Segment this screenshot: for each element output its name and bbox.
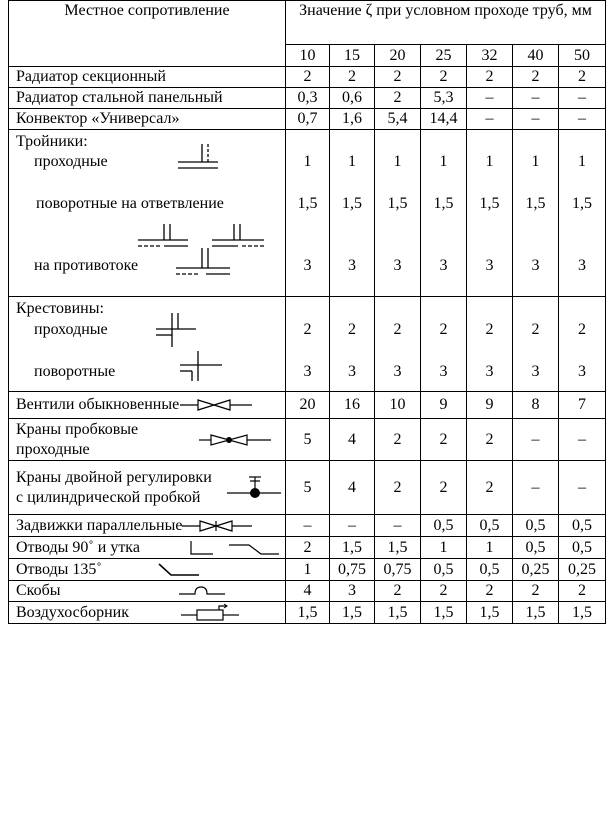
row-label: проходные xyxy=(16,440,90,458)
cell xyxy=(467,130,513,297)
table-row xyxy=(9,88,606,109)
resistance-table xyxy=(8,0,606,624)
row-label: Краны двойной регулировки xyxy=(16,468,212,486)
cell: 1 xyxy=(421,537,467,559)
header-resistance: Местное сопротивление xyxy=(9,1,286,67)
diameter-32: 32 xyxy=(467,45,513,67)
cell xyxy=(559,130,606,297)
plug-cock-icon xyxy=(199,433,273,447)
cell: 1,5 xyxy=(513,602,559,624)
cell-value: 1,5 xyxy=(433,195,454,212)
table-row xyxy=(9,109,606,130)
cell: 5,4 xyxy=(375,109,421,130)
cell: – xyxy=(330,515,375,537)
tee-branch-icon xyxy=(130,222,270,248)
row-label: Конвектор «Универсал» xyxy=(9,109,286,130)
gate-valve-icon xyxy=(182,519,254,533)
row-label: Радиатор стальной панельный xyxy=(9,88,286,109)
cell-value: 2 xyxy=(439,321,448,338)
cell: 2 xyxy=(467,581,513,602)
cell: – xyxy=(513,109,559,130)
cell-value: 1,5 xyxy=(479,195,500,212)
cell: – xyxy=(467,109,513,130)
cell: – xyxy=(559,109,606,130)
cell: 0,75 xyxy=(330,559,375,581)
table-row xyxy=(9,515,606,537)
cell-value: 3 xyxy=(485,257,494,274)
table-row xyxy=(9,461,606,515)
plug-cocks-cell xyxy=(9,419,286,461)
cell-value: 2 xyxy=(303,321,312,338)
row-label: на противотоке xyxy=(34,257,139,274)
cell: 1,5 xyxy=(467,602,513,624)
row-label: Воздухосборник xyxy=(16,603,129,621)
cell: – xyxy=(513,419,559,461)
air-collector-cell xyxy=(9,602,286,624)
table-row xyxy=(9,130,606,297)
tee-through-icon xyxy=(174,144,224,182)
cell: 1,5 xyxy=(375,537,421,559)
cell: 0,6 xyxy=(330,88,375,109)
crosses-cell xyxy=(9,297,286,392)
cell: 2 xyxy=(286,537,330,559)
table-row xyxy=(9,537,606,559)
diameter-25: 25 xyxy=(421,45,467,67)
cell: 2 xyxy=(513,581,559,602)
cell: 0,3 xyxy=(286,88,330,109)
air-collector-icon xyxy=(181,603,241,623)
row-label: Радиатор секционный xyxy=(9,67,286,88)
cell: 0,5 xyxy=(513,537,559,559)
cell: 2 xyxy=(421,461,467,515)
cell: – xyxy=(467,88,513,109)
double-reg-cell xyxy=(9,461,286,515)
cell: – xyxy=(513,461,559,515)
cell: 2 xyxy=(513,67,559,88)
cell xyxy=(467,297,513,392)
cell: – xyxy=(513,88,559,109)
cell xyxy=(421,297,467,392)
cell: 2 xyxy=(330,67,375,88)
cell: 0,75 xyxy=(375,559,421,581)
cell: 14,4 xyxy=(421,109,467,130)
cell: 0,5 xyxy=(421,559,467,581)
cell: – xyxy=(286,515,330,537)
cell: 0,5 xyxy=(421,515,467,537)
cell-value: 1 xyxy=(348,153,356,170)
cell-value: 3 xyxy=(393,363,402,380)
cell xyxy=(286,297,330,392)
cell: 1,5 xyxy=(330,537,375,559)
cell-value: 2 xyxy=(531,321,540,338)
cell-value: 2 xyxy=(393,321,402,338)
cell: 1,5 xyxy=(286,602,330,624)
cell-value: 1,5 xyxy=(572,195,592,212)
cell: 1,5 xyxy=(421,602,467,624)
cell: 10 xyxy=(375,392,421,419)
cell: 5,3 xyxy=(421,88,467,109)
cell-value: 3 xyxy=(348,257,356,274)
cell: 0,5 xyxy=(559,537,606,559)
tee-counter-icon xyxy=(172,246,236,280)
header-zeta: Значение ζ при условном проходе труб, мм xyxy=(286,1,606,45)
cell: – xyxy=(559,88,606,109)
cell: 4 xyxy=(330,419,375,461)
row-label: Отводы 135˚ xyxy=(16,560,102,578)
cell-value: 3 xyxy=(439,363,448,380)
cell: 5 xyxy=(286,461,330,515)
cell-value: 3 xyxy=(578,257,586,274)
cell-value: 1 xyxy=(531,153,540,170)
cell: 2 xyxy=(421,581,467,602)
table-row xyxy=(9,67,606,88)
cell-value: 3 xyxy=(531,257,540,274)
cell: 0,25 xyxy=(559,559,606,581)
cell: – xyxy=(559,419,606,461)
cell: 1 xyxy=(286,559,330,581)
clamps-cell xyxy=(9,581,286,602)
cell: 1,6 xyxy=(330,109,375,130)
cell: 1,5 xyxy=(559,602,606,624)
diameter-40: 40 xyxy=(513,45,559,67)
row-label: поворотные на ответвление xyxy=(36,195,224,212)
bend90-icon xyxy=(187,539,283,557)
cell xyxy=(330,130,375,297)
cell: 4 xyxy=(330,461,375,515)
cell: 4 xyxy=(286,581,330,602)
cell-value: 1 xyxy=(439,153,448,170)
table-row xyxy=(9,392,606,419)
cell-value: 1,5 xyxy=(387,195,408,212)
cell: 2 xyxy=(559,581,606,602)
cell: 2 xyxy=(421,419,467,461)
cell: 0,5 xyxy=(467,559,513,581)
row-label: Задвижки параллельные xyxy=(16,516,183,534)
cell-value: 3 xyxy=(531,363,540,380)
cell-value: 2 xyxy=(578,321,586,338)
table-row xyxy=(9,297,606,392)
gate-valves-cell xyxy=(9,515,286,537)
cell-value: 3 xyxy=(348,363,356,380)
cell xyxy=(513,297,559,392)
cell xyxy=(375,297,421,392)
table-row xyxy=(9,419,606,461)
cell: 1,5 xyxy=(375,602,421,624)
cell: 0,7 xyxy=(286,109,330,130)
cell: 5 xyxy=(286,419,330,461)
cell-value: 3 xyxy=(303,257,312,274)
cell: 0,5 xyxy=(513,515,559,537)
valves-cell xyxy=(9,392,286,419)
cell-value: 3 xyxy=(393,257,402,274)
row-label: проходные xyxy=(34,321,108,338)
double-reg-valve-icon xyxy=(227,473,283,503)
cell: 2 xyxy=(375,67,421,88)
valve-icon xyxy=(180,398,254,412)
cell: 9 xyxy=(467,392,513,419)
cell: 0,25 xyxy=(513,559,559,581)
cell: 3 xyxy=(330,581,375,602)
cell: 2 xyxy=(286,67,330,88)
cell: 2 xyxy=(467,461,513,515)
cell: 2 xyxy=(467,419,513,461)
bends135-cell xyxy=(9,559,286,581)
bend135-icon xyxy=(155,561,205,579)
cell xyxy=(421,130,467,297)
cell-value: 3 xyxy=(439,257,448,274)
cross-turn-icon xyxy=(176,349,226,385)
cell: 20 xyxy=(286,392,330,419)
cell: 1,5 xyxy=(330,602,375,624)
cell: 2 xyxy=(375,88,421,109)
cell-value: 3 xyxy=(485,363,494,380)
cell: 2 xyxy=(467,67,513,88)
cell: 16 xyxy=(330,392,375,419)
diameter-10: 10 xyxy=(286,45,330,67)
cell: 9 xyxy=(421,392,467,419)
cell: 1 xyxy=(467,537,513,559)
tees-cell xyxy=(9,130,286,297)
cell: – xyxy=(375,515,421,537)
cell: – xyxy=(559,461,606,515)
cell-value: 1 xyxy=(578,153,586,170)
cell-value: 1 xyxy=(303,153,312,170)
cell: 2 xyxy=(559,67,606,88)
row-label: Краны пробковые xyxy=(16,420,139,438)
row-label: с цилиндрической пробкой xyxy=(16,488,201,506)
cell: 8 xyxy=(513,392,559,419)
cell-value: 3 xyxy=(578,363,586,380)
diameter-50: 50 xyxy=(559,45,606,67)
table-row xyxy=(9,581,606,602)
cell: 7 xyxy=(559,392,606,419)
cell: 2 xyxy=(421,67,467,88)
row-label: Скобы xyxy=(16,582,61,599)
cross-through-icon xyxy=(150,311,202,349)
table-row xyxy=(9,559,606,581)
cell: 0,5 xyxy=(559,515,606,537)
row-label: проходные xyxy=(34,153,108,170)
cell xyxy=(330,297,375,392)
cell-value: 1,5 xyxy=(342,195,362,212)
row-label: Вентили обыкновенные xyxy=(16,396,180,413)
row-label: поворотные xyxy=(34,363,116,380)
diameter-15: 15 xyxy=(330,45,375,67)
cell-value: 1 xyxy=(485,153,494,170)
cell: 2 xyxy=(375,461,421,515)
row-label: Крестовины: xyxy=(16,300,104,317)
cell-value: 1,5 xyxy=(525,195,546,212)
cell: 0,5 xyxy=(467,515,513,537)
bends90-cell xyxy=(9,537,286,559)
cell-value: 1 xyxy=(393,153,402,170)
cell-value: 1,5 xyxy=(297,195,318,212)
table-row xyxy=(9,602,606,624)
row-label: Отводы 90˚ и утка xyxy=(16,538,140,556)
cell xyxy=(286,130,330,297)
cell-value: 3 xyxy=(303,363,312,380)
row-label: Тройники: xyxy=(16,133,88,150)
cell-value: 2 xyxy=(348,321,356,338)
cell-value: 2 xyxy=(485,321,494,338)
cell: 2 xyxy=(375,419,421,461)
clamp-icon xyxy=(177,583,229,599)
cell xyxy=(559,297,606,392)
diameter-20: 20 xyxy=(375,45,421,67)
cell xyxy=(375,130,421,297)
cell xyxy=(513,130,559,297)
cell: 2 xyxy=(375,581,421,602)
